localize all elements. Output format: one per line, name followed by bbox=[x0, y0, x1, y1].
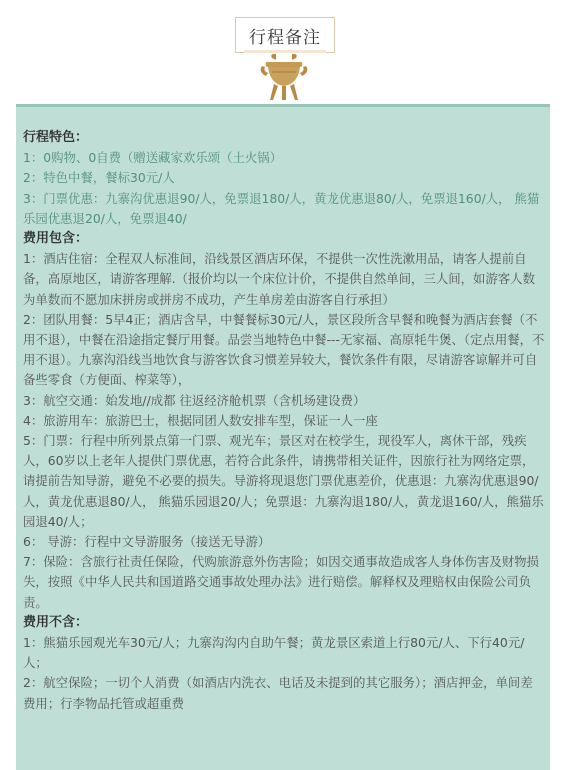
header bbox=[0, 0, 567, 104]
list-item: 2：特色中餐，餐标30元/人 bbox=[23, 170, 175, 186]
section-title: 费用不含： bbox=[23, 614, 89, 630]
list-item: 1：酒店住宿：全程双人标准间，沿线景区酒店环保，不提供一次性洗漱用品，请客人提前自备，高原地区，请游客理解.（报价均以一个床位计价，不提供自然单间，三人间，如游客人数为单数而不愿加床拼房或拼房不成功，产生单房差由游客自行承担） bbox=[23, 251, 535, 307]
list-item: 3：航空交通：始发地//成都 往返经济舱机票（含机场建设费） bbox=[23, 392, 366, 408]
section-title: 行程特色： bbox=[23, 130, 89, 145]
list-item: 2：团队用餐：5早4正；酒店含早，中餐餐标30元/人，景区段所含早餐和晚餐为酒店套餐（不用不退），中餐在沿途指定餐厅用餐。品尝当地特色中餐---无家福、高原牦牛煲、（定点用餐，不用不退）。九寨沟沿线当地饮食与游客饮食习惯差异较大，餐饮条件有限，尽请游客谅解并可自备些零食（方便面、榨菜等）， bbox=[23, 311, 545, 388]
page-title: 行程备注 bbox=[235, 17, 335, 53]
itinerary-notes-panel bbox=[16, 104, 550, 770]
list-item: 1：熊猫乐园观光车30元/人；九寨沟沟内自助午餐；黄龙景区索道上行80元/人、下行40元/人； bbox=[23, 635, 525, 671]
list-item: 6： 导游：行程中文导游服务（接送无导游） bbox=[23, 534, 271, 550]
notes-content bbox=[23, 128, 545, 714]
list-item: 5：门票：行程中所列景点第一门票、观光车；景区对在校学生，现役军人，离休干部，残疾人，60岁以上老年人提供门票优惠，若符合此条件，请携带相关证件，因旅行社为网络定票，请提前告知导游，避免不必要的损失。导游将现退您门票优惠差价，优惠退：九寨沟优惠退90/人，黄龙优惠退80/人， 熊猫乐园退20/人；免票退：九寨沟退180/人，黄龙退160/人，熊猫乐园退40/人； bbox=[23, 433, 544, 529]
section-title: 费用包含： bbox=[23, 231, 89, 247]
section-features bbox=[23, 128, 545, 229]
section-excluded bbox=[23, 613, 545, 714]
section-included bbox=[23, 229, 545, 613]
list-item: 4：旅游用车：旅游巴士，根据同团人数安排车型，保证一人一座 bbox=[23, 412, 378, 428]
list-item: 1：0购物、0自费（赠送藏家欢乐颂（土火锅） bbox=[23, 150, 283, 166]
list-item: 2：航空保险；一切个人消费（如酒店内洗衣、电话及未提到的其它服务）；酒店押金，单间差费用；行李物品托管或超重费 bbox=[23, 675, 533, 711]
list-item: 3：门票优惠：九寨沟优惠退90/人，免票退180/人，黄龙优惠退80/人，免票退160/人， 熊猫乐园优惠退20/人，免票退40/ bbox=[23, 190, 540, 226]
bronze-urn-icon bbox=[258, 52, 310, 104]
list-item: 7：保险：含旅行社责任保险，代购旅游意外伤害险；如因交通事故造成客人身体伤害及财物损失，按照《中华人民共和国道路交通事故处理办法》进行赔偿。解释权及理赔权由保险公司负责。 bbox=[23, 554, 539, 610]
